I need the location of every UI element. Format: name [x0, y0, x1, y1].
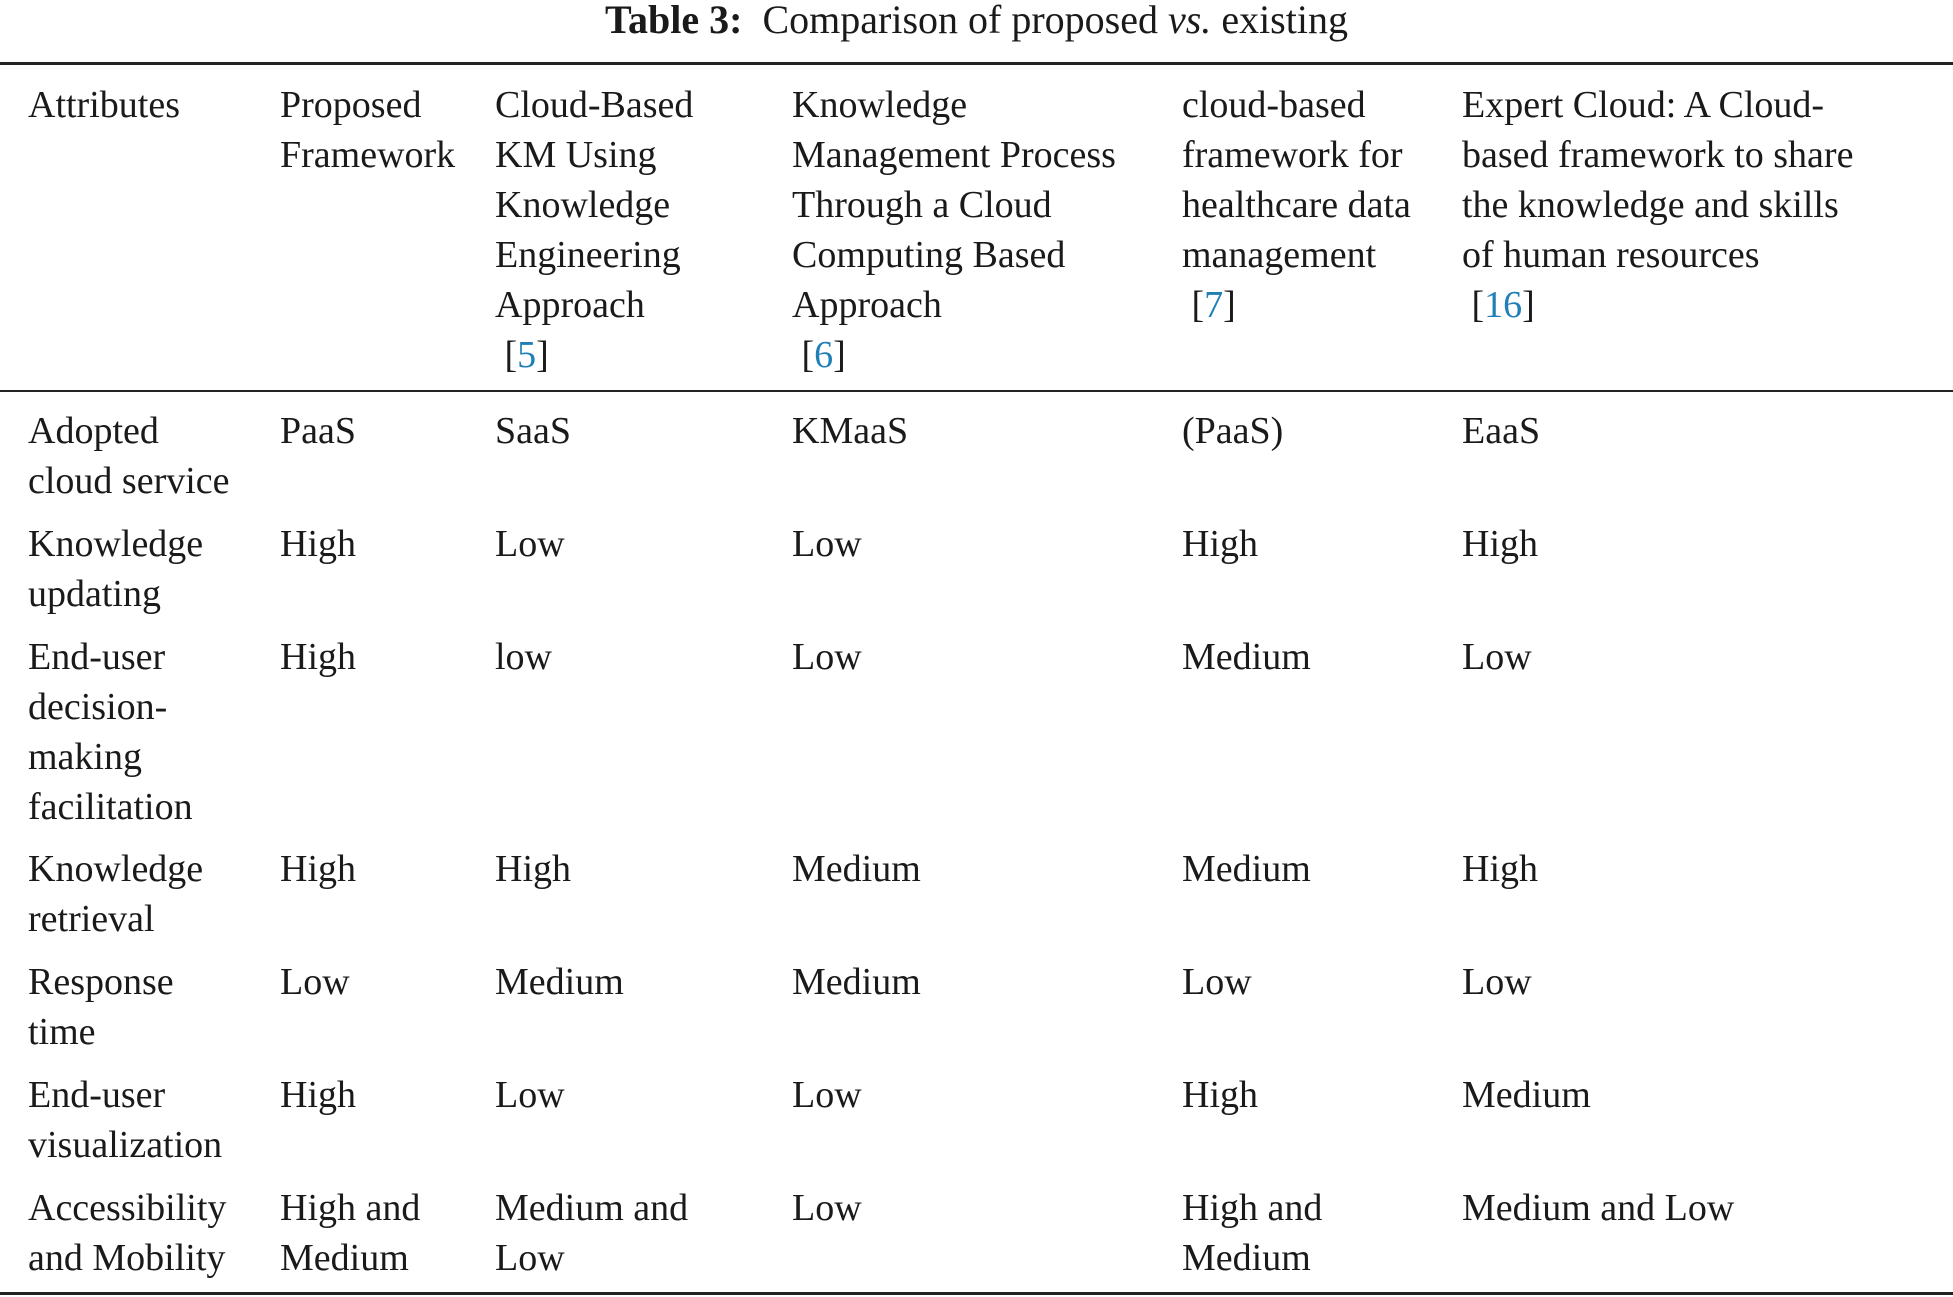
column-header: cloud-based framework for healthcare data management [7] [1182, 84, 1411, 326]
citation-link[interactable]: 7 [1204, 284, 1224, 326]
row-attribute: Knowledge retrieval [28, 848, 204, 940]
table-cell: High and Medium [280, 1187, 421, 1279]
table-cell: Medium [1182, 636, 1311, 678]
column-header: Cloud-Based KM Using Knowledge Engineering Approach [5] [495, 84, 694, 376]
table-cell: High [280, 1074, 356, 1116]
table-cell: Medium [1182, 848, 1311, 890]
table-cell: High [280, 523, 356, 565]
table-cell: High [1182, 1074, 1258, 1116]
row-attribute: Adopted cloud service [28, 410, 230, 502]
table-cell: Low [792, 1074, 862, 1116]
table-cell: KMaaS [792, 410, 909, 452]
column-header: Expert Cloud: A Cloud- based framework to share the knowledge and skills of human resources [16] [1462, 84, 1854, 326]
table-label: Table 3: [605, 0, 743, 42]
table-cell: High and Medium [1182, 1187, 1323, 1279]
caption-emphasis: vs. [1167, 0, 1212, 42]
table-cell: Low [1462, 636, 1532, 678]
table-cell: High [280, 636, 356, 678]
table-cell: SaaS [495, 410, 571, 452]
table-cell: (PaaS) [1182, 410, 1284, 452]
table-cell: Low [495, 523, 565, 565]
table-cell: Low [792, 523, 862, 565]
table-cell: Low [1182, 961, 1252, 1003]
table-cell: Medium and Low [495, 1187, 689, 1279]
table-cell: Low [495, 1074, 565, 1116]
row-attribute: End-user decision- making facilitation [28, 636, 193, 828]
table-cell: Low [280, 961, 350, 1003]
table-cell: High [495, 848, 571, 890]
citation-link[interactable]: 6 [814, 334, 834, 376]
row-attribute: Accessibility and Mobility [28, 1187, 227, 1279]
citation-link[interactable]: 5 [517, 334, 537, 376]
table-cell: Low [1462, 961, 1532, 1003]
bottom-rule [0, 1292, 1953, 1295]
table-cell: Medium [495, 961, 624, 1003]
caption-text-end: existing [1221, 0, 1348, 42]
column-header: Proposed Framework [280, 84, 456, 176]
row-attribute: End-user visualization [28, 1074, 223, 1166]
row-attribute: Knowledge updating [28, 523, 204, 615]
table-cell: Medium [792, 848, 921, 890]
table-cell: Medium [1462, 1074, 1591, 1116]
table-caption [0, 0, 1953, 40]
table-cell: Medium [792, 961, 921, 1003]
table-cell: High [1462, 848, 1538, 890]
table-cell: High [1182, 523, 1258, 565]
column-header: Knowledge Management Process Through a Cloud Computing Based Approach [6] [792, 84, 1116, 376]
table-cell: High [1462, 523, 1538, 565]
table-cell: low [495, 636, 552, 678]
column-header: Attributes [28, 84, 180, 126]
top-rule [0, 62, 1953, 65]
table-cell: Low [792, 1187, 862, 1229]
table-cell: Low [792, 636, 862, 678]
citation-link[interactable]: 16 [1484, 284, 1523, 326]
table-cell: PaaS [280, 410, 356, 452]
caption-text: Comparison of proposed [762, 0, 1158, 42]
table-cell: EaaS [1462, 410, 1541, 452]
table-cell: High [280, 848, 356, 890]
header-rule [0, 390, 1953, 392]
row-attribute: Response time [28, 961, 174, 1053]
table-cell: Medium and Low [1462, 1187, 1735, 1229]
